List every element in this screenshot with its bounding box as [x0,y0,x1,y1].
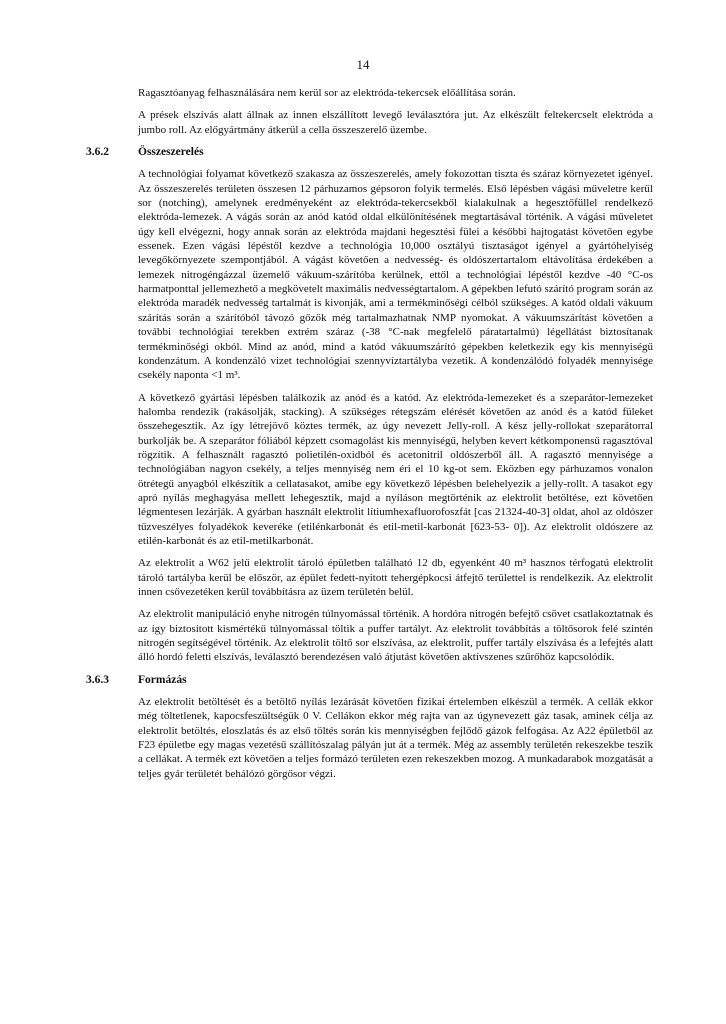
section-heading-3-6-3 [86,673,653,687]
intro-paragraph-1: Ragasztóanyag felhasználására nem kerül sor az elektróda-tekercsek előállítása során. [138,87,516,99]
page-number: 14 [356,57,370,72]
intro-paragraph-2: A prések elszívás alatt állnak az innen elszállított levegő leválasztóra jut. Az elkészült feltekercselt elektróda a jumbo roll. Az előgyártmány átkerül a cella összeszerelő üzembe. [138,109,653,136]
assembly-paragraph-3: Az elektrolit a W62 jelű elektrolit tároló épületben található 12 db, egyenként 40 m³ hasznos térfogatú elektrolit tároló tartályba kerül be először, az épület fedett-nyitott tehergépkocsi átfejtő területtel is rendelkezik. Az elektrolit innen csővezetéken kerül továbbításra az üzem területén belül. [138,557,653,598]
section-heading-3-6-2 [86,145,653,159]
formation-paragraph-1: Az elektrolit betöltését és a betöltő nyílás lezárását követően fizikai értelemben elkészül a termék. A cellák ekkor még töltetlenek, kapocsfeszültségük 0 V. Cellákon ekkor még rajta van az úgynevezett gáz tasak, aminek célja az elektrolit betöltés, eloszlatás és az első töltés során kis mennyiségben fejlődő gázok felfogása. Az A22 épületből az F23 épületbe egy magas vezetésű szállítószalag pályán jut át a termék. Még az assembly területén rekeszekbe teszik a cellákat. A termék ezt követően a teljes formázó területen ezen rekeszekben mozog. A munkadarabok mozgatását a teljes gyár területét behálózó görgősor végzi. [138,696,653,780]
assembly-paragraph-1: A technológiai folyamat következő szakasza az összeszerelés, amely fokozottan tiszta és száraz környezetet igényel. Az összeszerelés területen összesen 12 párhuzamos gépsoron folyik termelés. Első lépésben vágási műveletre kerül sor (notching), amelynek eredményeként az elektróda-tekercsekből kialakulnak a hegesztőfüllel rendelkező elektróda-lemezek. A vágás során az anód katód oldal elkülönítésének megtartásával történik. A vágási műveletet úgy kell elvégezni, hogy annak során az elektróda majdani hegesztési fülei a későbbi hajtogatást követően egybe essenek. Ezen vágási lépéstől kezdve a technológia 10,000 osztályú tisztaságot igényel a gyártóhelyiség levegőkörnyezete szempontjából. A vágást követően a nedvesség- és oldószertartalom eltávolítása érdekében a lemezek nitrogéngázzal üzemelő vákuum-szárítóba kerülnek, ettől a technológiai lépéstől kezdve -40 °C-os harmatponttal jellemezhető a megkövetelt maximális nedvességtartalom. A gépekben lefutó szárító program során az elektróda maradék nedvesség tartalmát is kivonják, ami a termékminőségi célból szükséges. A katód oldali vákuum szárítás során a szárítóból távozó gőzök még tartalmazhatnak NMP nyomokat. A vákuumszárítást követően a további technológiai terekben extrém száraz (-38 °C-nak megfelelő páratartalmú) légellátást biztosítanak termékminőségi okból. Mind az anód, mind a katód vákuumszárító gépekben keletkezik egy kis mennyiségű kondenzátum. A kondenzáló vizet technológiai szennyvíztartályba vezetik. A kondenzálódó folyadék mennyisége csekély naponta <1 m³. [138,168,653,382]
assembly-paragraph-4: Az elektrolit manipuláció enyhe nitrogén túlnyomással történik. A hordóra nitrogén befejtő csövet csatlakoztatnak és az így biztosított kismértékű túlnyomással töltik a puffer tartályt. Az elektrolit továbbítás a töltősorok felé szintén nitrogén segítségével történik. Az elektrolit töltő sor elszívása, az elektrolit, puffer tartály elszívása és a lefejtés alatt álló hordó feletti elszívás, leválasztó berendezésen való átjutást követően aktívszenes szűrőhöz kapcsolódik. [138,608,653,664]
section-title: Összeszerelés [138,146,204,159]
section-title: Formázás [138,673,187,686]
section-number: 3.6.2 [86,146,109,159]
section-number: 3.6.3 [86,673,109,686]
page-content [86,86,653,789]
assembly-paragraph-2: A következő gyártási lépésben találkozik az anód és a katód. Az elektróda-lemezeket és a szeparátor-lemezeket halomba rendezik (rakásolják, stacking). A szükséges rétegszám elérését követően az anód és a katód füleket összehegesztik. Az így létrejövő köztes termék, az úgy nevezett Jelly-roll. A kész jelly-rollokat szeparátorral burkolják be. A szeparátor fóliából képzett csomagolást kis mennyiségű, helyben kevert kétkomponensű ragasztóval rögzítik. A felhasznált ragasztó polietilén-oxidból és acetonitril oldószerből áll. A ragasztó mennyisége a technológiában nagyon csekély, a teljes mennyiség nem éri el 10 kg-ot sem. Eközben egy párhuzamos vonalon ötrétegű anyagból elkészítik a cellatasakot, amibe egy következő lépésben belehelyezik a jelly-rollt. A tasakot egy apró nyílás meghagyása mellett lehegesztik, majd a nyíláson megtörténik az elektrolit betöltése, ezt követően légmentesen lezárják. A gyárban használt elektrolit lítiumhexafluorofoszfát [cas 21324-40-3] oldat, ahol az oldószer tűzveszélyes folyadékok keveréke (etilénkarbonát és etil-metil-karbonát [623-53- 0]). Az elektrolit oldószere az etilén-karbonát és az etil-metilkarbonát. [138,391,653,547]
